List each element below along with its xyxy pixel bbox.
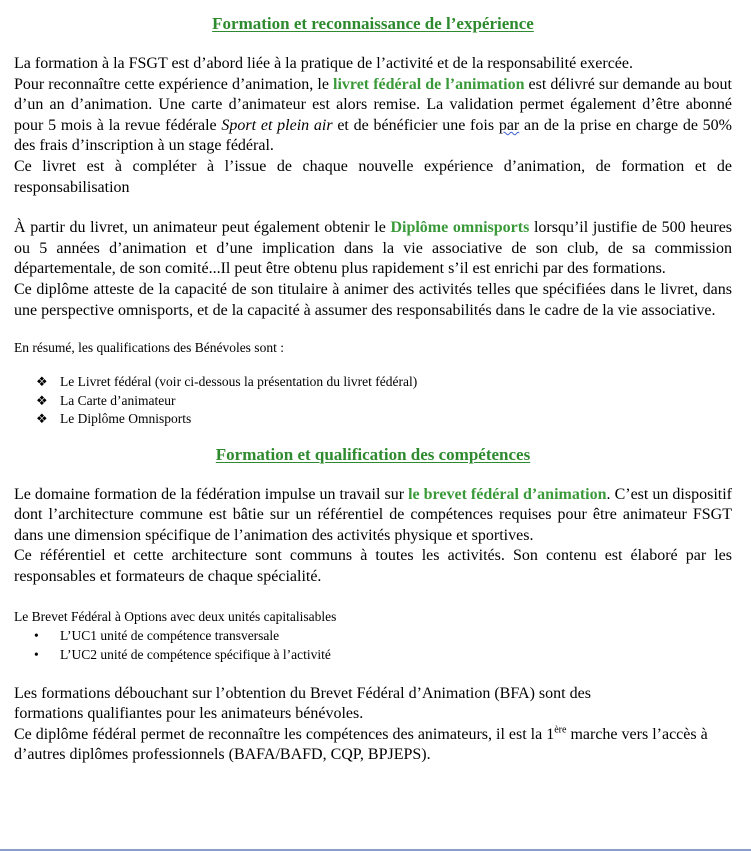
text-run: et de bénéficier une fois xyxy=(332,116,499,134)
bfa-intro: Le Brevet Fédéral à Options avec deux unités capitalisables xyxy=(14,608,337,624)
summary-text: En résumé, les qualifications des Bénévoles sont : xyxy=(14,340,284,356)
livret-highlight: livret fédéral de l’animation xyxy=(333,75,525,93)
magazine-title: Sport et plein air xyxy=(221,116,333,134)
diamond-bullet-icon: ❖ xyxy=(36,411,48,427)
section2-title: Formation et qualification des compétences xyxy=(215,444,531,464)
text-run: an de la prise en charge de 50% des frais d’inscription à un stage fédéral. xyxy=(14,116,733,155)
text-run: marche vers l’accès à d’autres diplômes professionnels (BAFA/BAFD, CQP, BPJEPS). xyxy=(14,725,708,764)
superscript: ère xyxy=(554,724,567,736)
text-run: est délivré sur demande au bout d’un an d’animation. Une carte d’animateur est alors remise. La validation permet également d’être abonné pour 5 mois à la revue fédérale xyxy=(14,75,732,134)
brevet-highlight: le brevet fédéral d’animation xyxy=(408,485,607,503)
list-item-text: L’UC2 unité de compétence spécifique à l’activité xyxy=(60,646,331,662)
diamond-bullet-icon: ❖ xyxy=(36,374,48,390)
list-item xyxy=(14,626,732,645)
text-run: . C’est un dispositif dont l’architecture commune est bâtie sur un référentiel de compétences requises pour être animateur FSGT dans une dimension spécifique de l’animation des activités physique et sportives. xyxy=(14,485,732,544)
text-run: Pour reconnaître cette expérience d’animation, le xyxy=(14,75,333,93)
spacer xyxy=(14,198,732,218)
qualifications-list xyxy=(14,373,732,429)
section1-paragraph-2 xyxy=(14,75,732,157)
section1-paragraph-1: La formation à la FSGT est d’abord liée à la pratique de l’activité et de la responsabilité exercée. xyxy=(14,55,634,72)
dot-bullet-icon: • xyxy=(34,627,39,643)
section1-paragraph-4 xyxy=(14,218,732,280)
diplome-highlight: Diplôme omnisports xyxy=(390,219,530,237)
text-run: Le domaine formation de la fédération impulse un travail sur xyxy=(14,485,409,503)
list-item xyxy=(14,645,732,664)
text-run: Ce diplôme fédéral permet de reconnaître les compétences des animateurs, il est la 1 xyxy=(14,725,555,743)
list-item-text: Le Livret fédéral (voir ci-dessous la présentation du livret fédéral) xyxy=(60,374,418,390)
list-item-text: L’UC1 unité de compétence transversale xyxy=(60,627,280,643)
units-list xyxy=(14,626,732,664)
list-item-text: Le Diplôme Omnisports xyxy=(60,411,192,427)
section2-paragraph-1 xyxy=(14,485,732,547)
section1-paragraph-3: Ce livret est à compléter à l’issue de chaque nouvelle expérience d’animation, de formation et de responsabilisation xyxy=(14,157,732,196)
section1-title: Formation et reconnaissance de l’expérience xyxy=(212,14,534,33)
section2-paragraph-3-line-1: Les formations débouchant sur l’obtention du Brevet Fédéral d’Animation (BFA) sont des xyxy=(14,684,591,702)
list-item xyxy=(14,410,732,429)
diamond-bullet-icon: ❖ xyxy=(36,392,48,408)
spellcheck-word: par xyxy=(498,116,520,134)
text-run: À partir du livret, un animateur peut également obtenir le xyxy=(14,219,391,237)
list-item xyxy=(14,392,732,411)
list-item-text: La Carte d’animateur xyxy=(60,392,176,408)
text-run: lorsqu’il justifie de 500 heures ou 5 années d’animation et d’une implication dans la vie associative de son club, de sa commission départementale, de son comité...Il peut être obtenu plus rapidement s’il est enrichi par des formations. xyxy=(14,219,733,278)
document-content xyxy=(14,12,732,766)
section1-paragraph-5: Ce diplôme atteste de la capacité de son titulaire à animer des activités telles que spécifiées dans le livret, dans une perspective omnisports, et de la capacité à assumer des responsabilités dans le cadre de la vie associative. xyxy=(14,280,732,319)
section2-paragraph-2: Ce référentiel et cette architecture sont communs à toutes les activités. Son contenu est élaboré par les responsables et formateurs de chaque spécialité. xyxy=(14,547,732,585)
list-item xyxy=(14,373,732,392)
dot-bullet-icon: • xyxy=(34,646,39,662)
section2-paragraph-4 xyxy=(14,725,732,766)
section2-paragraph-3-line-2: formations qualifiantes pour les animateurs bénévoles. xyxy=(14,705,364,723)
